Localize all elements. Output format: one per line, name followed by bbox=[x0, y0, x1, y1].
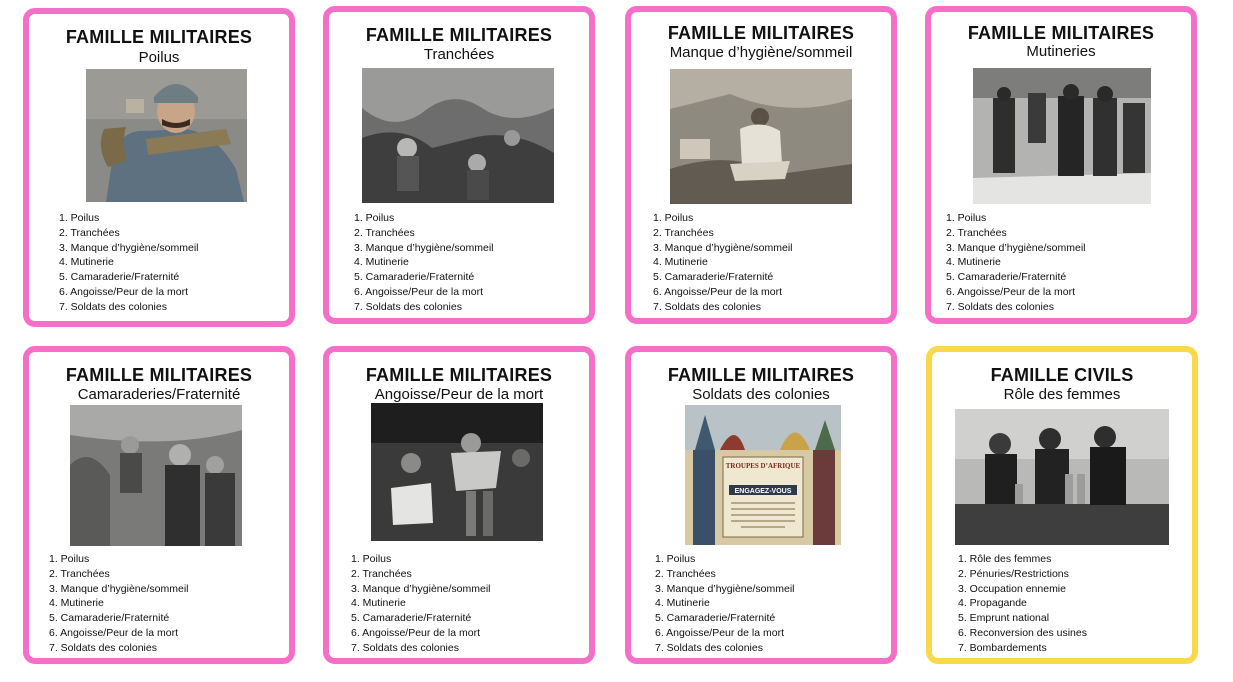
list-item: 3. Occupation ennemie bbox=[958, 582, 1066, 595]
card-angoisse[interactable] bbox=[323, 346, 595, 664]
list-item: 1. Rôle des femmes bbox=[958, 553, 1052, 565]
list-item: 2. Tranchées bbox=[59, 226, 120, 239]
poster-engagez: ENGAGEZ-VOUS bbox=[734, 488, 792, 495]
hygiene-photo bbox=[670, 69, 852, 204]
list-item: 4. Propagande bbox=[958, 597, 1027, 610]
card-subtitle: Angoisse/Peur de la mort bbox=[374, 386, 544, 403]
card-subtitle: Rôle des femmes bbox=[1003, 386, 1121, 403]
colonial-troops-poster bbox=[685, 405, 841, 545]
list-item: 5. Camaraderie/Fraternité bbox=[653, 271, 774, 284]
card-mutineries[interactable] bbox=[925, 6, 1197, 324]
list-item: 5. Camaraderie/Fraternité bbox=[351, 612, 472, 625]
list-item: 4. Mutinerie bbox=[653, 256, 708, 269]
card-family-title: FAMILLE MILITAIRES bbox=[667, 23, 855, 43]
list-item: 5. Camaraderie/Fraternité bbox=[354, 271, 475, 284]
card-family-title: FAMILLE MILITAIRES bbox=[365, 365, 553, 385]
card-item-list bbox=[354, 211, 494, 315]
list-item: 6. Angoisse/Peur de la mort bbox=[49, 626, 178, 639]
card-item-list bbox=[49, 552, 189, 656]
list-item: 3. Manque d’hygiène/sommeil bbox=[655, 582, 795, 595]
list-item: 6. Angoisse/Peur de la mort bbox=[351, 626, 480, 639]
list-item: 4. Mutinerie bbox=[946, 256, 1001, 269]
trench-photo bbox=[362, 68, 554, 203]
card-family-title: FAMILLE MILITAIRES bbox=[967, 23, 1155, 43]
list-item: 2. Tranchées bbox=[354, 226, 415, 239]
card-subtitle: Manque d’hygiène/sommeil bbox=[669, 44, 853, 61]
list-item: 6. Angoisse/Peur de la mort bbox=[59, 285, 188, 298]
list-item: 6. Angoisse/Peur de la mort bbox=[354, 285, 483, 298]
card-family-title: FAMILLE MILITAIRES bbox=[65, 365, 253, 385]
list-item: 2. Pénuries/Restrictions bbox=[958, 567, 1069, 580]
list-item: 5. Camaraderie/Fraternité bbox=[49, 612, 170, 625]
poilu-soldier-photo bbox=[86, 69, 247, 202]
list-item: 1. Poilus bbox=[946, 212, 987, 224]
card-subtitle: Poilus bbox=[138, 49, 180, 66]
card-subtitle: Mutineries bbox=[1026, 43, 1096, 60]
list-item: 5. Camaraderie/Fraternité bbox=[655, 612, 776, 625]
list-item: 2. Tranchées bbox=[655, 567, 716, 580]
card-family-title: FAMILLE MILITAIRES bbox=[667, 365, 855, 385]
list-item: 3. Manque d’hygiène/sommeil bbox=[354, 241, 494, 254]
card-subtitle: Tranchées bbox=[423, 46, 495, 63]
list-item: 4. Mutinerie bbox=[354, 256, 409, 269]
list-item: 4. Mutinerie bbox=[655, 597, 710, 610]
list-item: 7. Soldats des colonies bbox=[351, 641, 459, 654]
poster-heading: TROUPES D’AFRIQUE bbox=[725, 462, 801, 470]
card-camaraderie[interactable] bbox=[23, 346, 295, 664]
list-item: 7. Soldats des colonies bbox=[946, 300, 1054, 313]
list-item: 6. Angoisse/Peur de la mort bbox=[653, 285, 782, 298]
list-item: 3. Manque d’hygiène/sommeil bbox=[351, 582, 491, 595]
list-item: 2. Tranchées bbox=[653, 226, 714, 239]
card-item-list bbox=[59, 211, 199, 315]
card-tranchees[interactable] bbox=[323, 6, 595, 324]
card-family-title: FAMILLE MILITAIRES bbox=[365, 25, 553, 45]
card-item-list bbox=[351, 552, 491, 656]
list-item: 1. Poilus bbox=[351, 553, 392, 565]
mutiny-photo bbox=[973, 68, 1151, 204]
list-item: 2. Tranchées bbox=[351, 567, 412, 580]
list-item: 2. Tranchées bbox=[946, 226, 1007, 239]
card-family-title: FAMILLE MILITAIRES bbox=[65, 27, 253, 47]
list-item: 3. Manque d’hygiène/sommeil bbox=[49, 582, 189, 595]
list-item: 4. Mutinerie bbox=[49, 597, 104, 610]
list-item: 3. Manque d’hygiène/sommeil bbox=[946, 241, 1086, 254]
card-soldats-colonies[interactable] bbox=[625, 346, 897, 664]
list-item: 7. Soldats des colonies bbox=[59, 300, 167, 313]
list-item: 1. Poilus bbox=[59, 212, 100, 224]
card-item-list bbox=[946, 211, 1086, 315]
card-subtitle: Soldats des colonies bbox=[692, 386, 830, 403]
list-item: 7. Soldats des colonies bbox=[653, 300, 761, 313]
list-item: 3. Manque d’hygiène/sommeil bbox=[653, 241, 793, 254]
list-item: 3. Manque d’hygiène/sommeil bbox=[59, 241, 199, 254]
list-item: 5. Camaraderie/Fraternité bbox=[946, 271, 1067, 284]
card-item-list bbox=[958, 552, 1087, 656]
card-item-list bbox=[653, 211, 793, 315]
camaraderie-photo bbox=[70, 405, 242, 546]
list-item: 1. Poilus bbox=[49, 553, 90, 565]
card-subtitle: Camaraderies/Fraternité bbox=[77, 386, 241, 403]
list-item: 1. Poilus bbox=[655, 553, 696, 565]
list-item: 7. Soldats des colonies bbox=[655, 641, 763, 654]
list-item: 5. Camaraderie/Fraternité bbox=[59, 271, 180, 284]
list-item: 7. Soldats des colonies bbox=[49, 641, 157, 654]
card-hygiene[interactable] bbox=[625, 6, 897, 324]
list-item: 4. Mutinerie bbox=[59, 256, 114, 269]
list-item: 1. Poilus bbox=[354, 212, 395, 224]
card-poilus[interactable] bbox=[23, 8, 295, 327]
card-item-list bbox=[655, 552, 795, 656]
list-item: 2. Tranchées bbox=[49, 567, 110, 580]
card-family-title: FAMILLE CIVILS bbox=[990, 365, 1134, 385]
list-item: 1. Poilus bbox=[653, 212, 694, 224]
list-item: 5. Emprunt national bbox=[958, 612, 1050, 625]
list-item: 7. Soldats des colonies bbox=[354, 300, 462, 313]
list-item: 4. Mutinerie bbox=[351, 597, 406, 610]
women-factory-photo bbox=[955, 409, 1169, 545]
card-role-des-femmes[interactable] bbox=[926, 346, 1198, 664]
list-item: 6. Angoisse/Peur de la mort bbox=[946, 285, 1075, 298]
list-item: 6. Reconversion des usines bbox=[958, 626, 1087, 639]
list-item: 6. Angoisse/Peur de la mort bbox=[655, 626, 784, 639]
list-item: 7. Bombardements bbox=[958, 641, 1047, 654]
angoisse-photo bbox=[371, 403, 543, 541]
